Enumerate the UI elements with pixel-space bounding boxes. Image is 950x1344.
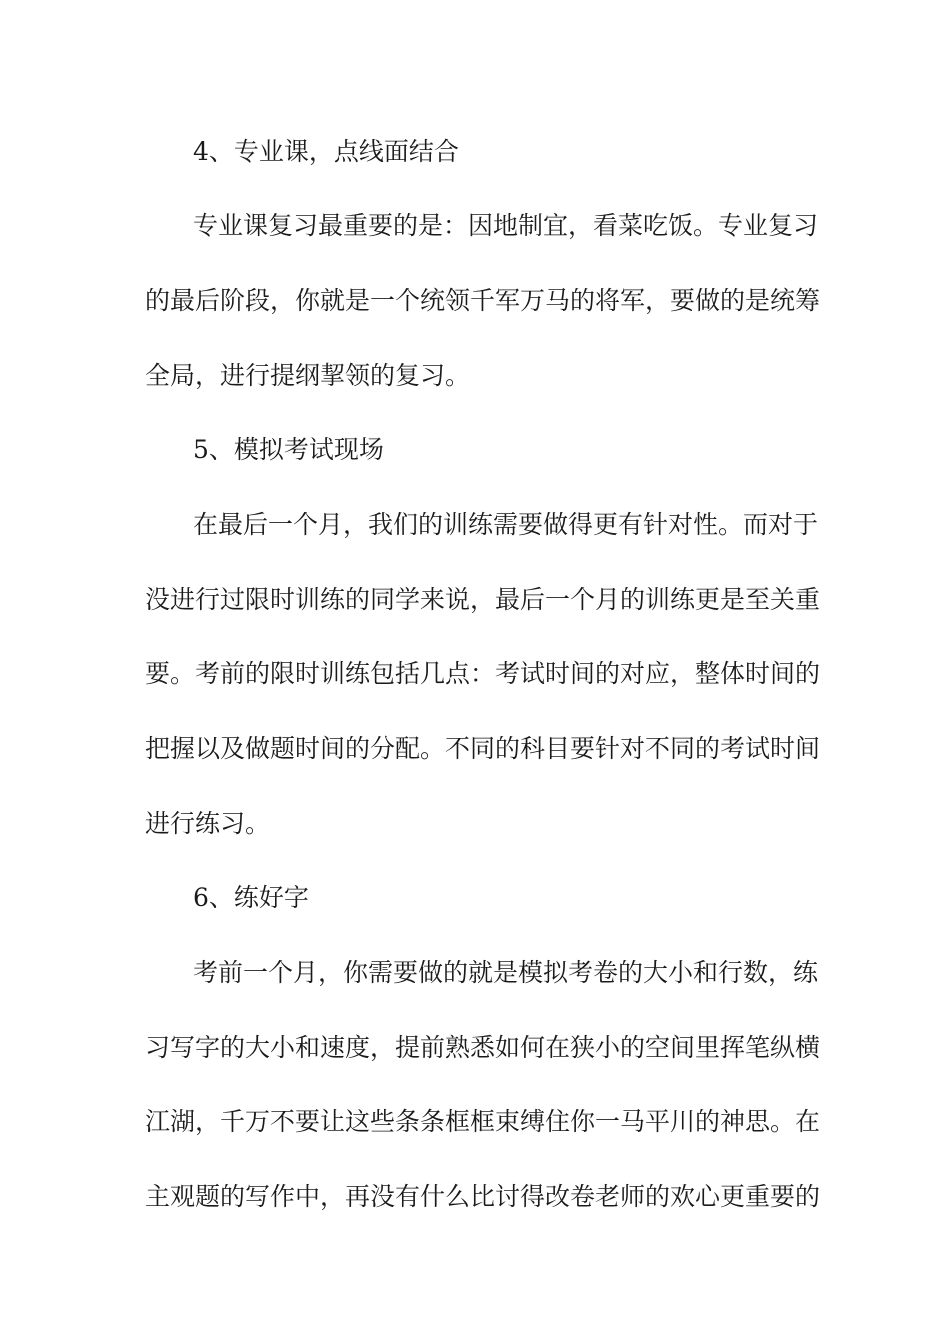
paragraph-line: 没进行过限时训练的同学来说，最后一个月的训练更是至关重 — [145, 585, 821, 614]
paragraph-line: 专业课复习最重要的是：因地制宜，看菜吃饭。专业复习 — [193, 211, 819, 240]
paragraph-line: 全局，进行提纲挈领的复习。 — [145, 361, 471, 390]
paragraph-line: 的最后阶段，你就是一个统领千军万马的将军，要做的是统筹 — [145, 286, 821, 315]
section-heading-4: 4、专业课，点线面结合 — [193, 137, 459, 166]
paragraph-line: 考前一个月，你需要做的就是模拟考卷的大小和行数，练 — [193, 958, 819, 987]
paragraph-line: 在最后一个月，我们的训练需要做得更有针对性。而对于 — [193, 510, 819, 539]
paragraph-line: 进行练习。 — [145, 809, 271, 838]
paragraph-line: 要。考前的限时训练包括几点：考试时间的对应，整体时间的 — [145, 659, 821, 688]
paragraph-line: 习写字的大小和速度，提前熟悉如何在狭小的空间里挥笔纵横 — [145, 1033, 821, 1062]
paragraph-line: 主观题的写作中，再没有什么比讨得改卷老师的欢心更重要的 — [145, 1182, 821, 1211]
paragraph-line: 江湖，千万不要让这些条条框框束缚住你一马平川的神思。在 — [145, 1107, 821, 1136]
section-heading-5: 5、模拟考试现场 — [193, 435, 384, 464]
section-heading-6: 6、练好字 — [193, 883, 309, 912]
paragraph-line: 把握以及做题时间的分配。不同的科目要针对不同的考试时间 — [145, 734, 821, 763]
